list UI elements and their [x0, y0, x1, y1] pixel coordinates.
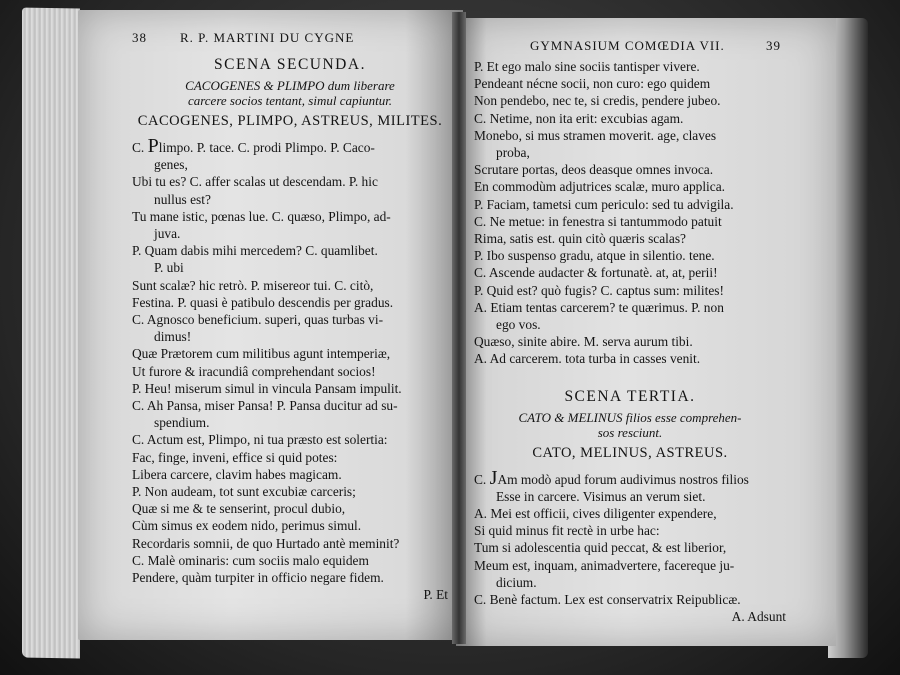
verse-line: C. Benè factum. Lex est conservatrix Reipublicæ.: [474, 592, 741, 608]
right-catchword: A. Adsunt: [731, 609, 786, 625]
scene-argument-left: [132, 78, 448, 108]
verse-line: P. Heu! miserum simul in vincula Pansam impulit.: [132, 380, 402, 396]
verse-line: spendium.: [154, 415, 210, 431]
right-page-text: [474, 38, 786, 625]
verse-line: P. ubi: [154, 260, 184, 276]
verse-line: A. Etiam tentas carcerem? te quærimus. P. non: [474, 299, 724, 315]
scene-title-tertia: SCENA TERTIA.: [564, 387, 696, 405]
verse-line: C. Agnosco beneficium. superi, quas turbas vi-: [132, 312, 384, 328]
first-verse-line: [132, 135, 448, 157]
verse-line: C. Actum est, Plimpo, ni tua præsto est solertia:: [132, 432, 388, 448]
left-verse-lines: [132, 156, 448, 586]
cast-list-right: CATO, MELINUS, ASTREUS.: [532, 444, 728, 461]
verse-line: C. Ne metue: in fenestra si tantummodo patuit: [474, 213, 722, 229]
verse-line: P. Ibo suspenso gradu, atque in silentio. tene.: [474, 248, 715, 264]
verse-line: Tu mane istic, pœnas lue. C. quæso, Plimpo, ad-: [132, 208, 391, 224]
verse-line: Sunt scalæ? hic retrò. P. misereor tui. C. citò,: [132, 277, 374, 293]
page-edges-left: [22, 7, 80, 658]
right-verse-lines-bottom: [474, 505, 786, 608]
scene-title-secunda: SCENA SECUNDA.: [214, 56, 366, 73]
verse-line: Rima, satis est. quin citò quæris scalas?: [474, 231, 686, 247]
verse-line: Tum si adolescentia quid peccat, & est liberior,: [474, 540, 727, 556]
left-page-text: [132, 30, 448, 603]
argument-line: CATO & MELINUS filios esse comprehen-: [518, 409, 742, 425]
speaker-prefix: C.: [474, 471, 487, 487]
verse-line: Quæ Prætorem cum militibus agunt intemperiæ,: [132, 346, 391, 362]
verse-line: nullus est?: [154, 191, 211, 207]
right-running-head: [474, 38, 786, 58]
verse-line: Libera carcere, clavim habes magicam.: [132, 466, 342, 482]
verse-line: genes,: [154, 157, 188, 173]
verse-line: Ubi tu es? C. affer scalas ut descendam. P. hic: [132, 174, 378, 190]
verse-line: Pendere, quàm turpiter in officio negare fidem.: [132, 570, 384, 586]
verse-line: ego vos.: [496, 317, 541, 333]
verse-line: proba,: [496, 145, 530, 161]
scene-argument-right: [474, 410, 786, 440]
drop-cap: J: [489, 466, 498, 489]
verse-line: A. Mei est officii, cives diligenter expendere,: [474, 506, 717, 522]
right-page-number: 39: [766, 38, 781, 53]
verse-line: A. Ad carcerem. tota turba in casses venit.: [474, 351, 701, 367]
cast-list-left: CACOGENES, PLIMPO, ASTREUS, MILITES.: [137, 113, 443, 129]
verse-line: P. Quam dabis mihi mercedem? C. quamlibet.: [132, 243, 378, 259]
verse-line: Ut furore & iracundiâ comprehendant socios!: [132, 363, 376, 379]
verse-line: P. Quid est? quò fugis? C. captus sum: milites!: [474, 282, 724, 298]
verse-line: Quæ si me & te senserint, procul dubio,: [132, 501, 346, 517]
speaker-prefix: C.: [132, 140, 145, 155]
verse-line: P. Non audeam, tot sunt excubiæ carceris;: [132, 484, 356, 500]
verse-text: Am modò apud forum audivimus nostros filios: [497, 471, 749, 487]
verse-line: P. Et ego malo sine sociis tantisper vivere.: [474, 59, 700, 74]
verse-line: Pendeant nécne socii, non curo: ego quidem: [474, 76, 711, 92]
left-running-head: [132, 30, 448, 50]
verse-line: Si quid minus fit rectè in urbe hac:: [474, 523, 660, 539]
right-running-title: GYMNASIUM COMŒDIA VII.: [530, 38, 725, 53]
left-running-title: R. P. MARTINI DU CYGNE: [180, 30, 355, 45]
verse-line: dicium.: [496, 574, 537, 590]
verse-line: C. Ascende audacter & fortunatè. at, at, perii!: [474, 265, 718, 281]
argument-line: carcere socios tentant, simul capiuntur.: [187, 93, 393, 108]
book-gutter: [452, 12, 466, 644]
right-verse-lines-top: [474, 58, 786, 368]
verse-line: C. Netime, non ita erit: excubias agam.: [474, 110, 684, 126]
argument-line: sos resciunt.: [597, 424, 663, 440]
drop-cap: P: [147, 135, 159, 157]
left-catchword: P. Et: [423, 587, 448, 603]
verse-line: juva.: [154, 226, 181, 242]
verse-line: C. Ah Pansa, miser Pansa! P. Pansa ducitur ad su-: [132, 398, 398, 414]
verse-line: Scrutare portas, deos deasque omnes invoca.: [474, 162, 714, 178]
verse-line: En commodùm adjutrices scalæ, muro applica.: [474, 179, 726, 195]
verse-line: Meum est, inquam, animadvertere, facereque ju-: [474, 557, 735, 573]
verse-line: dimus!: [154, 329, 192, 345]
left-page-number: 38: [132, 30, 147, 45]
first-verse-line: [474, 466, 786, 489]
verse-line: Recordaris somnii, de quo Hurtado antè meminit?: [132, 535, 400, 551]
verse-line: Festina. P. quasi è patibulo descendis per gradus.: [132, 294, 394, 310]
verse-line: Quæso, sinite abire. M. serva aurum tibi.: [474, 334, 693, 350]
verse-line: C. Malè ominaris: cum sociis malo equidem: [132, 552, 369, 568]
verse-line: Non pendebo, nec te, si credis, pendere jubeo.: [474, 93, 721, 109]
verse-line: Fac, finge, inveni, effice si quid potes:: [132, 449, 338, 465]
verse-line: Cùm simus ex eodem nido, perimus simul.: [132, 518, 362, 534]
verse-line: Monebo, si mus stramen moverit. age, claves: [474, 127, 717, 143]
verse-text: limpo. P. tace. C. prodi Plimpo. P. Caco-: [158, 140, 375, 155]
verse-line: P. Faciam, tametsi cum periculo: sed tu advigila.: [474, 196, 734, 212]
argument-line: CACOGENES & PLIMPO dum liberare: [185, 78, 395, 93]
verse-line: Esse in carcere. Visimus an verum siet.: [496, 488, 706, 504]
